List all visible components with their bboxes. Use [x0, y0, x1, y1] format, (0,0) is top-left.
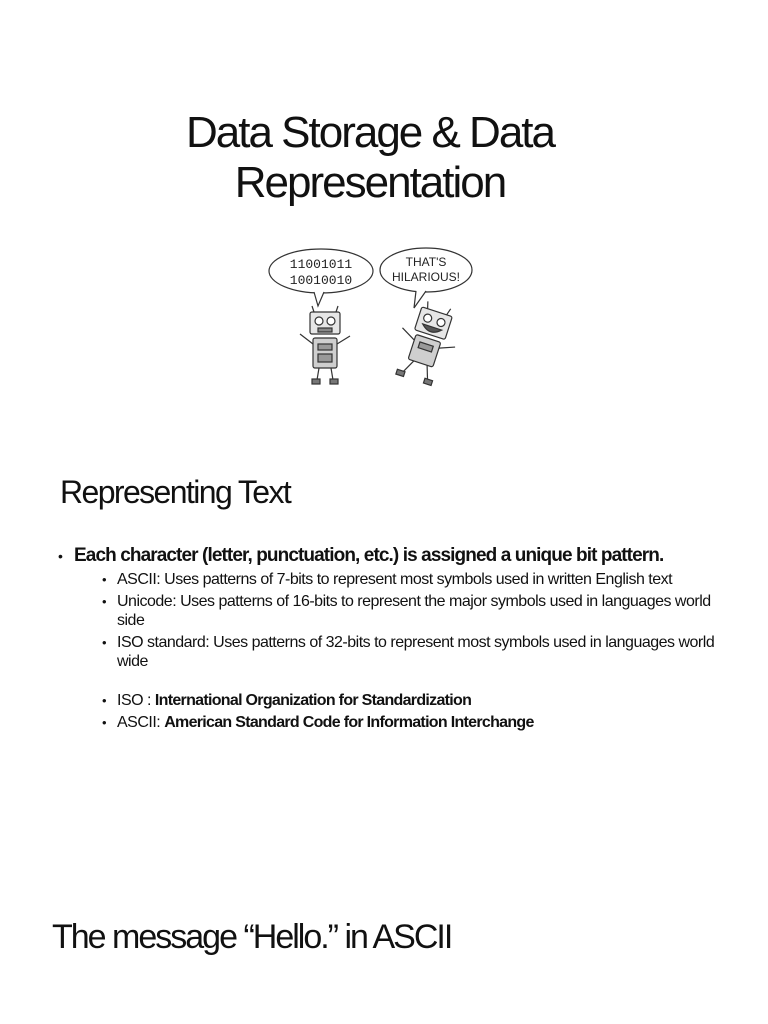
left-bubble-text-1: 11001011	[289, 257, 353, 272]
left-bubble-text-2: 10010010	[289, 273, 353, 288]
bottom-heading: The message “Hello.” in ASCII	[52, 918, 452, 956]
right-bubble-text-1: THAT'S	[405, 255, 447, 269]
definition-iso-prefix: ISO :	[117, 692, 155, 709]
sub-bullet-unicode: • Unicode: Uses patterns of 16-bits to represent the major symbols used in languages world side	[102, 592, 738, 630]
sub-bullet-ascii: • ASCII: Uses patterns of 7-bits to represent most symbols used in written English text	[102, 570, 738, 589]
definition-iso-term: International Organization for Standardization	[154, 692, 472, 709]
section-heading: Representing Text	[60, 474, 291, 510]
robots-cartoon-illustration	[266, 246, 476, 396]
bullet-list	[58, 545, 738, 735]
encoding-sub-list	[102, 570, 738, 671]
slide-title-line-1: Data Storage & Data	[185, 108, 554, 157]
right-bubble-text-2: HILARIOUS!	[391, 270, 461, 284]
definition-ascii-term: American Standard Code for Information Interchange	[164, 714, 534, 731]
definitions-list	[102, 691, 738, 732]
main-bullet	[58, 545, 738, 732]
left-robot-icon	[300, 306, 350, 384]
slide-title-line-2: Representation	[234, 158, 506, 207]
sub-bullet-iso: • ISO standard: Uses patterns of 32-bits to represent most symbols used in languages world wide	[102, 633, 738, 671]
definition-ascii-prefix: ASCII:	[117, 714, 165, 731]
slide-title	[120, 108, 620, 208]
definition-iso	[102, 691, 738, 710]
definition-ascii	[102, 713, 738, 732]
right-robot-icon	[388, 296, 466, 388]
main-bullet-text: Each character (letter, punctuation, etc.) is assigned a unique bit pattern.	[74, 545, 664, 566]
